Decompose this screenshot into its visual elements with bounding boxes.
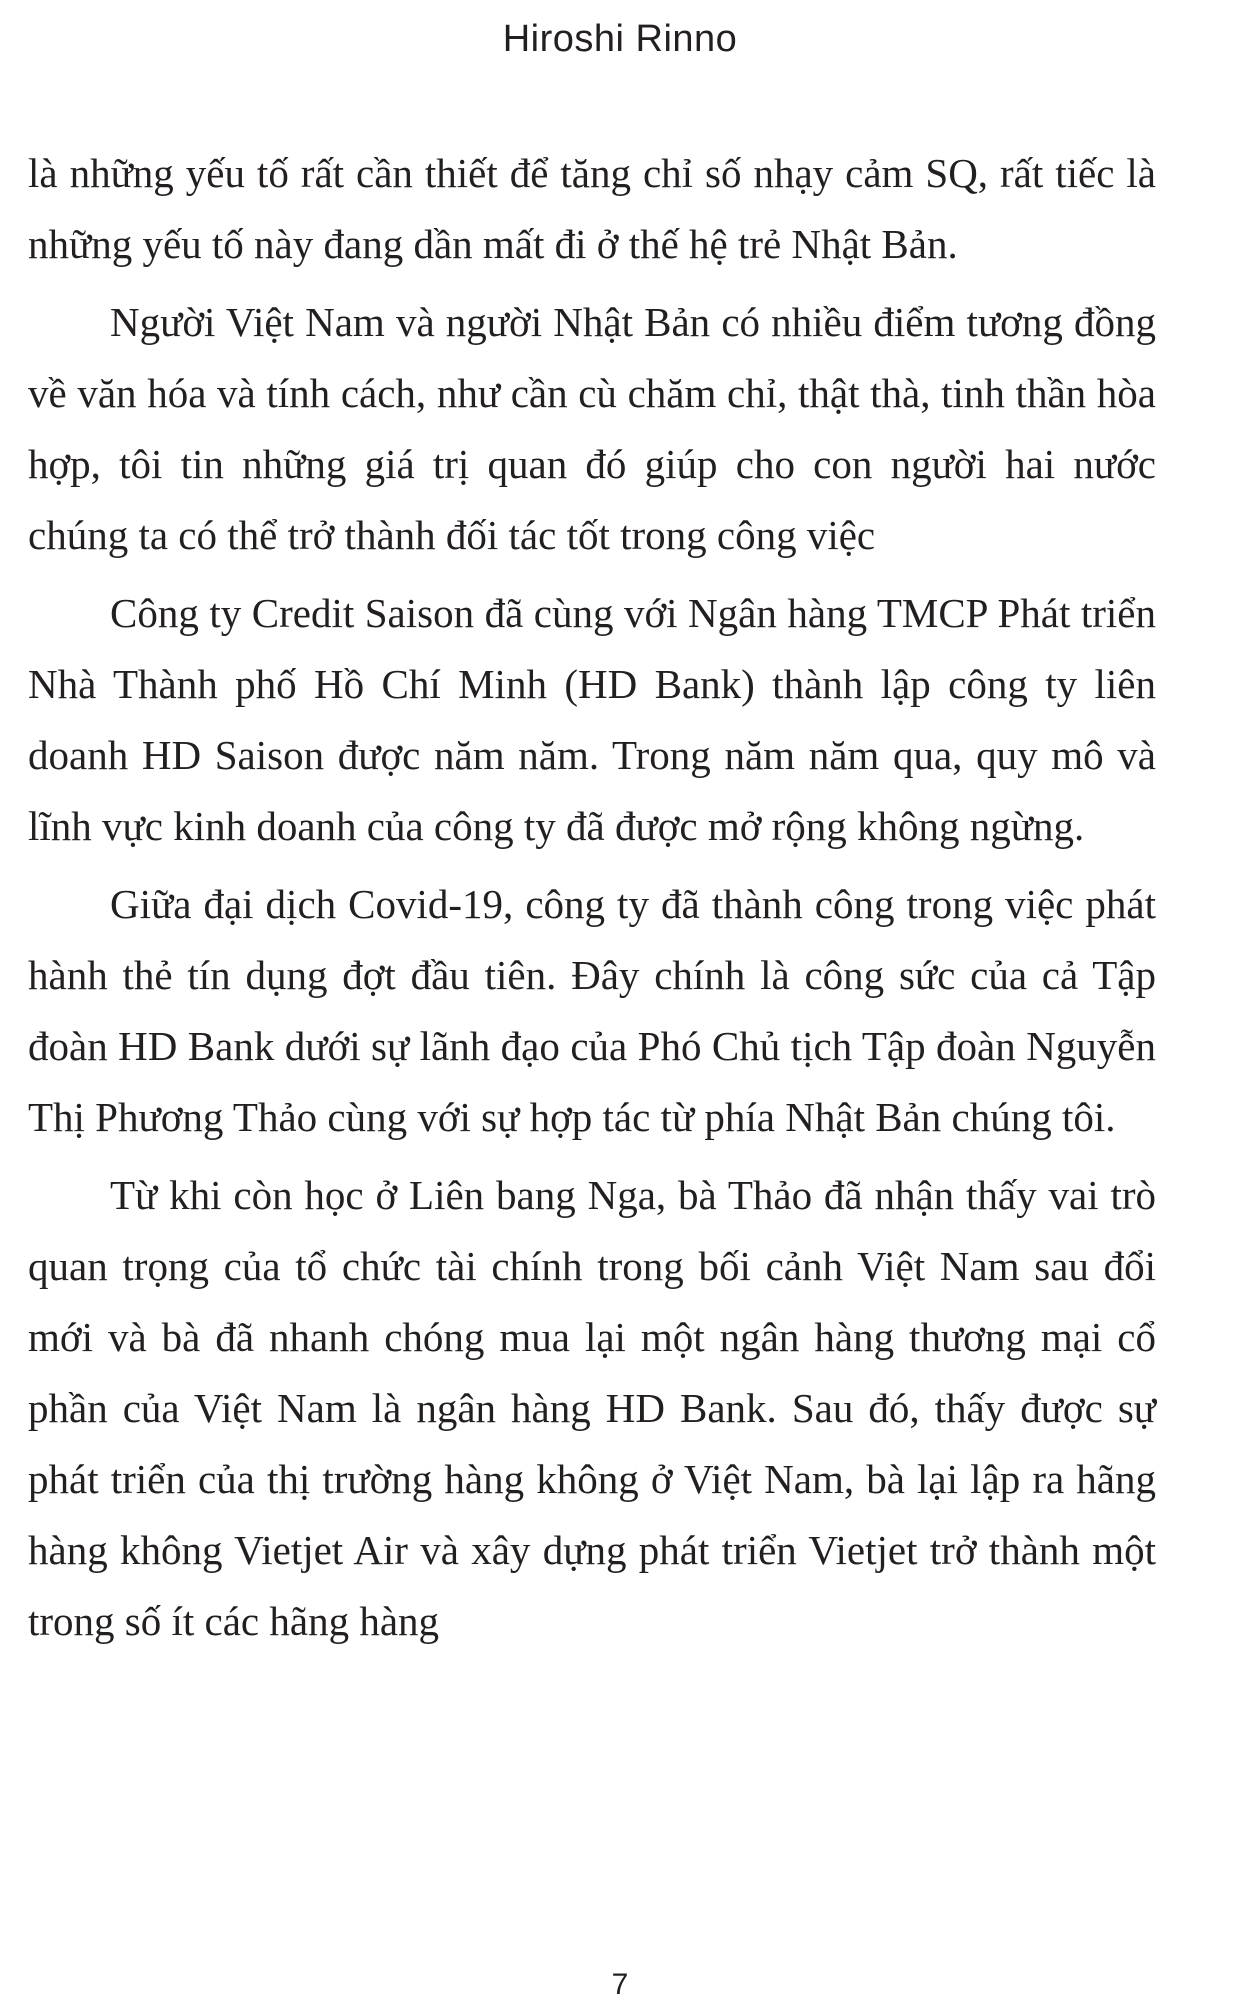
running-header-author: Hiroshi Rinno: [502, 18, 738, 60]
body-text: [28, 138, 1156, 1664]
paragraph-continued: là những yếu tố rất cần thiết để tăng chỉ số nhạy cảm SQ, rất tiếc là những yếu tố này đang dần mất đi ở thế hệ trẻ Nhật Bản.: [28, 150, 1156, 267]
paragraph: Từ khi còn học ở Liên bang Nga, bà Thảo đã nhận thấy vai trò quan trọng của tổ chức tài chính trong bối cảnh Việt Nam sau đổi mới và bà đã nhanh chóng mua lại một ngân hàng thương mại cổ phần của Việt Nam là ngân hàng HD Bank. Sau đó, thấy được sự phát triển của thị trường hàng không ở Việt Nam, bà lại lập ra hãng hàng không Vietjet Air và xây dựng phát triển Vietjet trở thành một trong số ít các hãng hàng: [28, 1172, 1156, 1644]
page-number: 7: [611, 1968, 629, 2001]
paragraph: Giữa đại dịch Covid-19, công ty đã thành công trong việc phát hành thẻ tín dụng đợt đầu tiên. Đây chính là công sức của cả Tập đoàn HD Bank dưới sự lãnh đạo của Phó Chủ tịch Tập đoàn Nguyễn Thị Phương Thảo cùng với sự hợp tác từ phía Nhật Bản chúng tôi.: [28, 881, 1156, 1140]
paragraph: Công ty Credit Saison đã cùng với Ngân hàng TMCP Phát triển Nhà Thành phố Hồ Chí Minh (HD Bank) thành lập công ty liên doanh HD Saison được năm năm. Trong năm năm qua, quy mô và lĩnh vực kinh doanh của công ty đã được mở rộng không ngừng.: [28, 590, 1156, 849]
paragraph: Người Việt Nam và người Nhật Bản có nhiều điểm tương đồng về văn hóa và tính cách, như cần cù chăm chỉ, thật thà, tinh thần hòa hợp, tôi tin những giá trị quan đó giúp cho con người hai nước chúng ta có thể trở thành đối tác tốt trong công việc: [28, 299, 1156, 558]
